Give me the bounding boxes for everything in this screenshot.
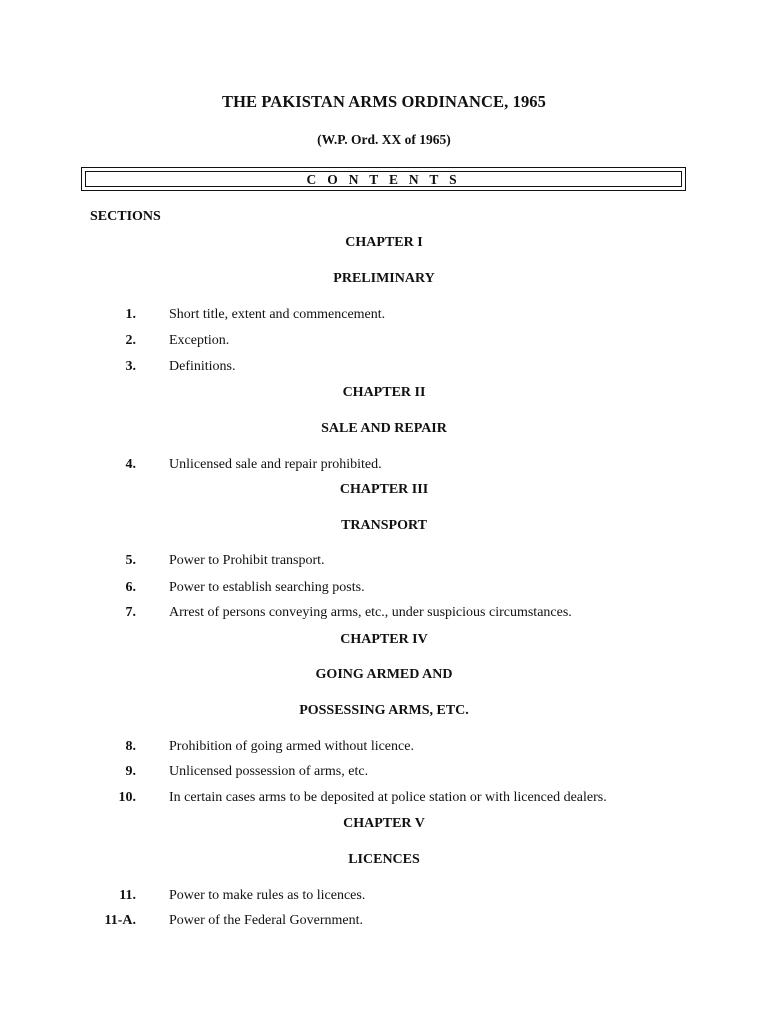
chapter-heading-5: CHAPTER V	[343, 816, 425, 831]
toc-entry-10	[0, 790, 768, 808]
chapter-title-3: TRANSPORT	[341, 518, 427, 533]
toc-entry-11a	[0, 913, 768, 931]
section-number: 6.	[125, 580, 136, 595]
section-number: 11.	[119, 888, 136, 903]
toc-entry-11	[0, 888, 768, 906]
section-title: Unlicensed sale and repair prohibited.	[169, 457, 382, 472]
section-title: In certain cases arms to be deposited at police station or with licenced dealers.	[169, 790, 607, 805]
toc-entry-7	[0, 605, 768, 623]
toc-entry-2	[0, 333, 768, 351]
contents-label: C O N T E N T S	[85, 171, 682, 187]
chapter-heading-3: CHAPTER III	[339, 482, 429, 497]
section-number: 7.	[125, 605, 136, 620]
section-title: Power to Prohibit transport.	[169, 553, 325, 568]
section-number: 10.	[118, 790, 136, 805]
section-number: 8.	[125, 739, 136, 754]
toc-entry-8	[0, 739, 768, 757]
section-title: Arrest of persons conveying arms, etc., under suspicious circumstances.	[169, 605, 572, 620]
section-title: Prohibition of going armed without licence.	[169, 739, 414, 754]
section-number: 5.	[125, 553, 136, 568]
toc-entry-6	[0, 580, 768, 598]
section-title: Definitions.	[169, 359, 236, 374]
toc-entry-1	[0, 307, 768, 325]
contents-banner	[81, 167, 686, 191]
chapter-title-1: PRELIMINARY	[333, 271, 435, 286]
toc-entry-4	[0, 457, 768, 475]
section-title: Unlicensed possession of arms, etc.	[169, 764, 369, 779]
section-title: Power to make rules as to licences.	[169, 888, 366, 903]
chapter-title-2: SALE AND REPAIR	[321, 421, 447, 436]
chapter-title-5: LICENCES	[348, 852, 420, 867]
section-title: Power to establish searching posts.	[169, 580, 365, 595]
toc-entry-5	[0, 553, 768, 571]
chapter-title-4-line-1: GOING ARMED AND	[315, 667, 453, 682]
chapter-heading-4: CHAPTER IV	[340, 632, 428, 647]
sections-label: SECTIONS	[90, 209, 161, 224]
chapter-heading-1: CHAPTER I	[345, 235, 423, 250]
section-number: 2.	[125, 333, 136, 348]
section-number: 3.	[125, 359, 136, 374]
section-title: Exception.	[169, 333, 230, 348]
document-title: THE PAKISTAN ARMS ORDINANCE, 1965	[221, 92, 546, 111]
section-number: 9.	[125, 764, 136, 779]
toc-entry-3	[0, 359, 768, 377]
section-number: 11-A.	[104, 913, 136, 928]
section-number: 1.	[125, 307, 136, 322]
section-title: Power of the Federal Government.	[169, 913, 363, 928]
document-subtitle: (W.P. Ord. XX of 1965)	[317, 132, 451, 147]
toc-entry-9	[0, 764, 768, 782]
section-title: Short title, extent and commencement.	[169, 307, 386, 322]
chapter-heading-2: CHAPTER II	[342, 385, 426, 400]
chapter-title-4-line-2: POSSESSING ARMS, ETC.	[299, 703, 469, 718]
section-number: 4.	[125, 457, 136, 472]
